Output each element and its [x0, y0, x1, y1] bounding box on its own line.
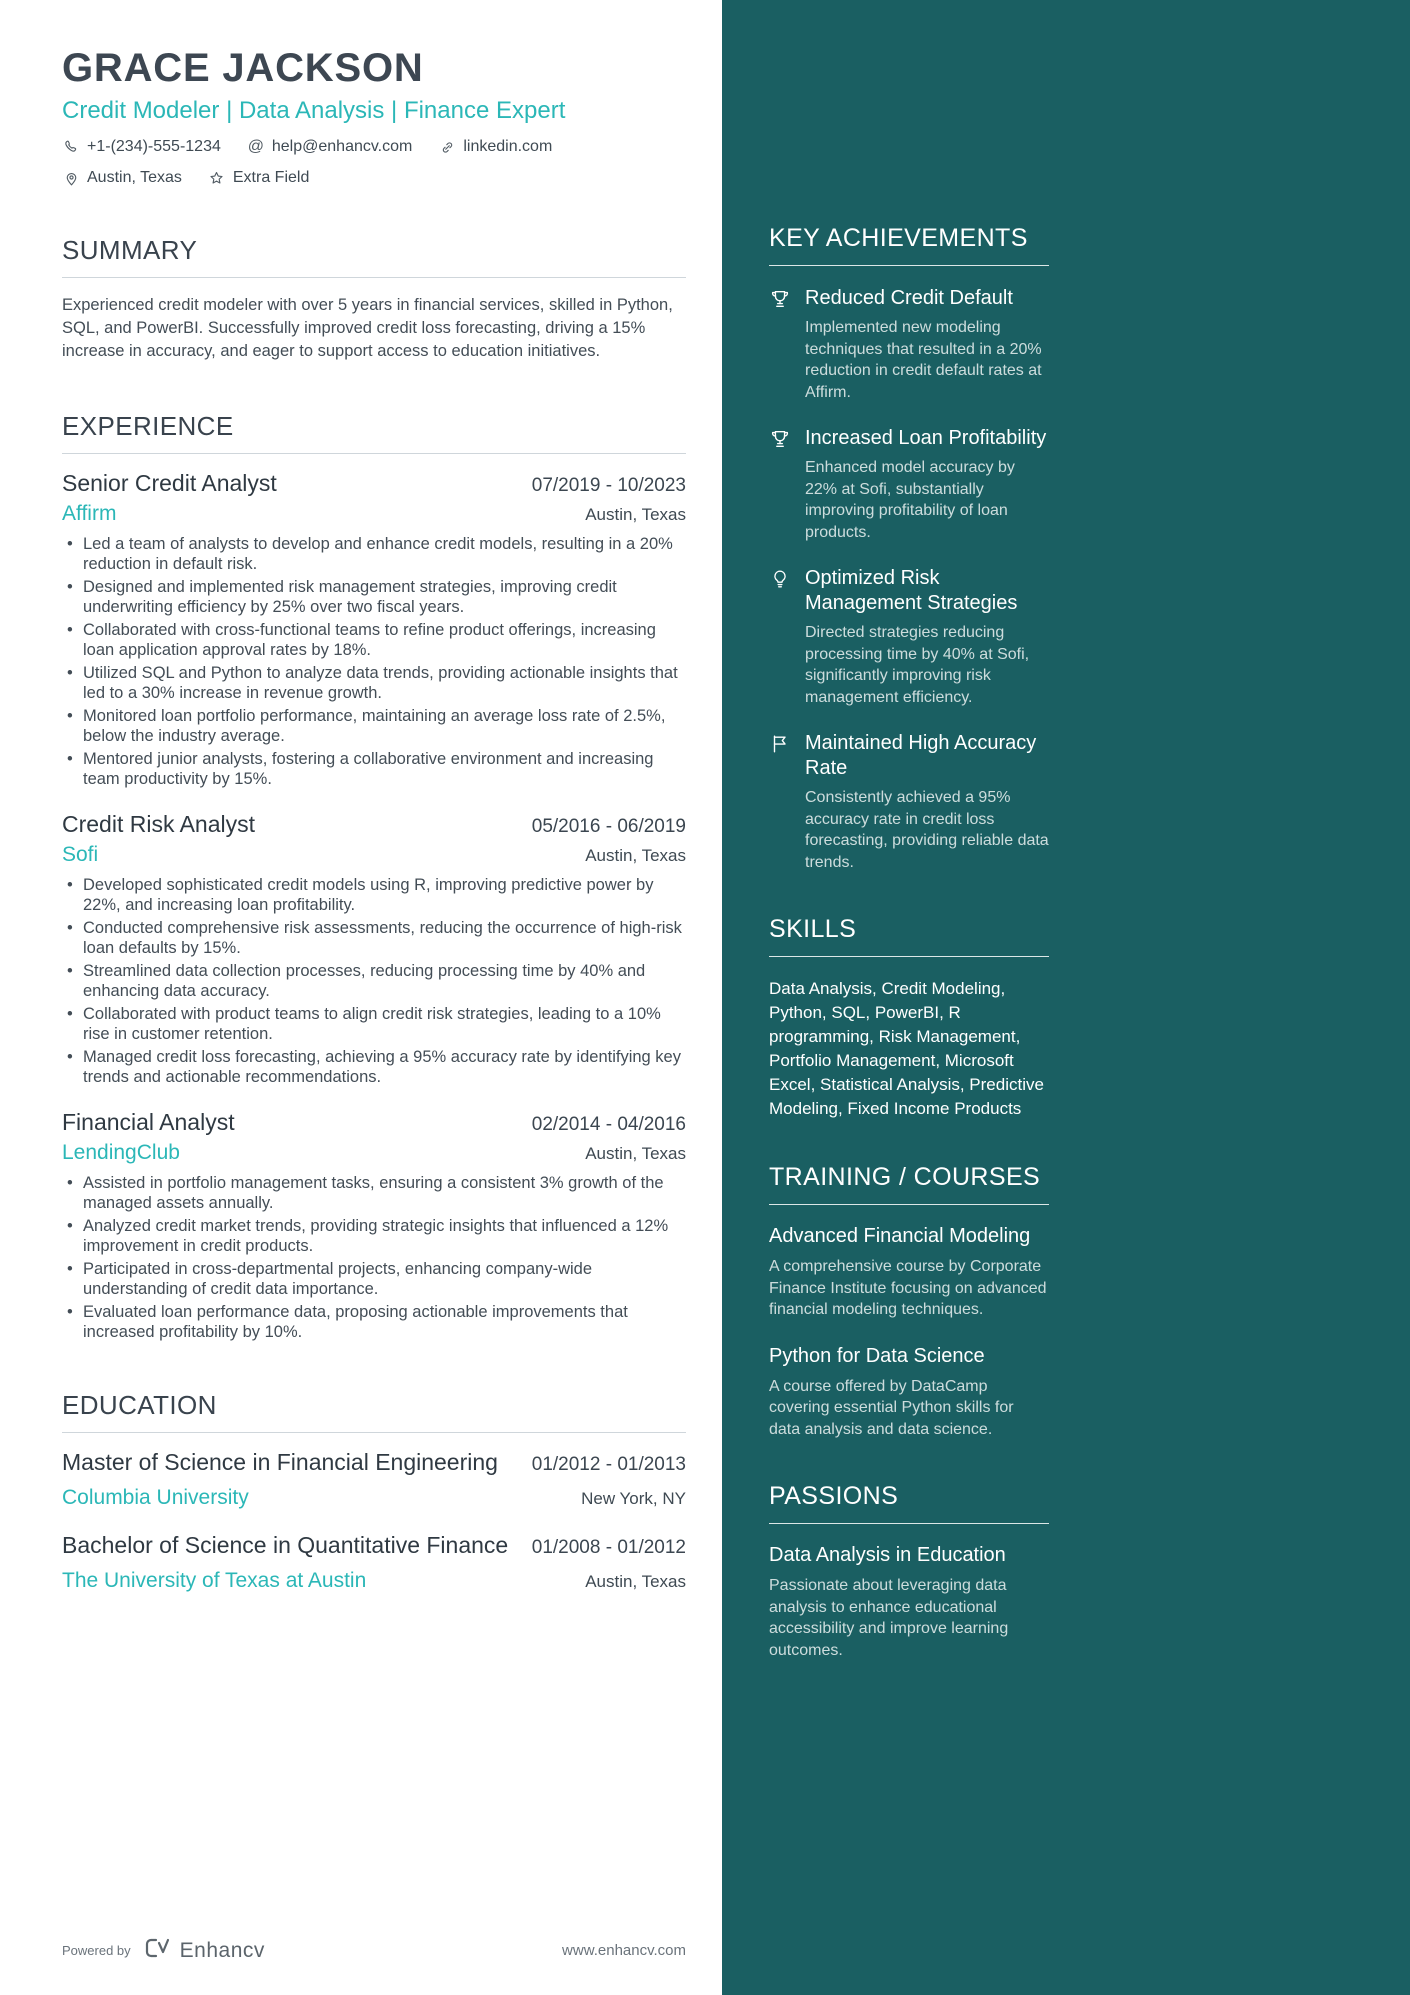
achievement-body: [805, 426, 1049, 543]
enhancv-brand-text: Enhancv: [179, 1938, 265, 1962]
education-heading: EDUCATION: [62, 1390, 686, 1433]
company-name: LendingClub: [62, 1141, 180, 1164]
phone-item: [62, 138, 221, 156]
achievement-item: [769, 426, 1049, 543]
location-item: [62, 169, 182, 187]
education-location: Austin, Texas: [585, 1572, 686, 1591]
passion-item: [769, 1544, 1049, 1661]
footer-branding: [62, 1938, 265, 1963]
degree-title: Bachelor of Science in Quantitative Finance: [62, 1532, 509, 1558]
bullet-item: • Conducted comprehensive risk assessments, reducing the occurrence of high-risk loan defaults by 15%.: [62, 919, 686, 958]
bullet-item: • Led a team of analysts to develop and enhance credit models, resulting in a 20% reduction in default risk.: [62, 535, 686, 574]
bullet-item: • Evaluated loan performance data, proposing actionable improvements that increased profitability by 10%.: [62, 1303, 686, 1342]
bullet-item: • Participated in cross-departmental projects, enhancing company-wide understanding of credit data importance.: [62, 1260, 686, 1299]
location-text: Austin, Texas: [87, 169, 182, 186]
achievement-item: [769, 286, 1049, 403]
extra-field-text: Extra Field: [232, 169, 310, 186]
job-title: Credit Risk Analyst: [62, 811, 256, 837]
course-title: Advanced Financial Modeling: [769, 1225, 1031, 1247]
job-dates: 07/2019 - 10/2023: [531, 475, 686, 496]
main-column: [0, 0, 686, 1593]
job-dates: 05/2016 - 06/2019: [531, 816, 686, 837]
achievement-body: [805, 566, 1049, 708]
course-text: A comprehensive course by Corporate Finance Institute focusing on advanced financial modeling techniques.: [769, 1258, 1047, 1318]
course-title: Python for Data Science: [769, 1344, 985, 1367]
achievement-title: Optimized Risk Management Strategies: [805, 567, 1018, 614]
candidate-title: Credit Modeler | Data Analysis | Finance Expert: [62, 97, 566, 124]
bullet-item: • Managed credit loss forecasting, achieving a 95% accuracy rate by identifying key trends and actionable recommendations.: [62, 1048, 686, 1087]
achievement-body: [805, 731, 1049, 873]
course-item: [769, 1225, 1049, 1321]
job-location: Austin, Texas: [585, 1144, 686, 1163]
training-section: [769, 1163, 1049, 1440]
education-dates: 01/2012 - 01/2013: [531, 1454, 686, 1475]
company-name: Affirm: [62, 502, 117, 525]
email-item[interactable]: [247, 138, 412, 156]
entry-sub: [62, 1481, 686, 1510]
job-title: Financial Analyst: [62, 1109, 235, 1135]
contact-row: [62, 169, 686, 187]
education-location: New York, NY: [581, 1489, 686, 1508]
trophy-icon: [769, 426, 793, 543]
achievement-body: [805, 286, 1049, 403]
achievement-item: [769, 566, 1049, 708]
school-name: Columbia University: [62, 1486, 249, 1509]
job-bullets: [62, 1174, 686, 1342]
education-entry: [62, 1532, 686, 1593]
key-achievements-section: [769, 224, 1049, 873]
school-name: The University of Texas at Austin: [62, 1569, 367, 1592]
link-item[interactable]: [438, 138, 552, 156]
bullet-item: • Analyzed credit market trends, providing strategic insights that influenced a 12% improvement in credit products.: [62, 1217, 686, 1256]
education-dates: 01/2008 - 01/2012: [531, 1537, 686, 1558]
achievement-text: Implemented new modeling techniques that resulted in a 20% reduction in credit default rates at Affirm.: [805, 319, 1042, 401]
experience-entry: [62, 811, 686, 1087]
email-address[interactable]: help@enhancv.com: [271, 138, 413, 155]
experience-entry: [62, 470, 686, 789]
location-pin-icon: [62, 169, 80, 187]
candidate-name: GRACE JACKSON: [62, 46, 424, 90]
job-dates: 02/2014 - 04/2016: [531, 1114, 686, 1135]
trophy-icon: [769, 286, 793, 403]
training-heading: TRAINING / COURSES: [769, 1163, 1049, 1205]
achievement-text: Directed strategies reducing processing time by 40% at Sofi, significantly improving risk management efficiency.: [805, 624, 1030, 706]
bulb-icon: [769, 566, 793, 708]
course-text: A course offered by DataCamp covering essential Python skills for data analysis and data science.: [769, 1377, 1014, 1438]
contact-row: [62, 138, 686, 156]
entry-head: [62, 811, 686, 838]
entry-sub: [62, 843, 686, 867]
bullet-item: • Streamlined data collection processes, reducing processing time by 40% and enhancing data accuracy.: [62, 962, 686, 1001]
bullet-item: • Monitored loan portfolio performance, maintaining an average loss rate of 2.5%, below the industry average.: [62, 707, 686, 746]
bullet-item: • Developed sophisticated credit models using R, improving predictive power by 22%, and increasing loan profitability.: [62, 876, 686, 915]
sidebar-content: [722, 0, 1049, 1661]
entry-head: [62, 1449, 686, 1476]
bullet-item: • Assisted in portfolio management tasks, ensuring a consistent 3% growth of the managed assets annually.: [62, 1174, 686, 1213]
job-title: Senior Credit Analyst: [62, 470, 277, 496]
entry-head: [62, 1109, 686, 1136]
achievement-title: Increased Loan Profitability: [805, 427, 1047, 449]
bullet-item: • Designed and implemented risk management strategies, improving credit underwriting efficiency by 25% over two fiscal years.: [62, 578, 686, 617]
job-bullets: [62, 876, 686, 1087]
phone-icon: [62, 138, 80, 156]
flag-icon: [769, 731, 793, 873]
experience-heading: EXPERIENCE: [62, 411, 686, 454]
sidebar: [722, 0, 1410, 1995]
entry-head: [62, 470, 686, 497]
bullet-item: • Collaborated with product teams to align credit risk strategies, leading to a 10% rise in customer retention.: [62, 1005, 686, 1044]
website-link[interactable]: www.enhancv.com: [562, 1942, 686, 1959]
experience-entry: [62, 1109, 686, 1342]
entry-sub: [62, 1564, 686, 1593]
powered-by-label: Powered by: [62, 1943, 131, 1958]
education-section: [62, 1390, 686, 1593]
job-bullets: [62, 535, 686, 789]
company-name: Sofi: [62, 843, 99, 866]
bullet-item: • Mentored junior analysts, fostering a collaborative environment and increasing team productivity by 15%.: [62, 750, 686, 789]
job-location: Austin, Texas: [585, 505, 686, 524]
passions-section: [769, 1482, 1049, 1661]
entry-sub: [62, 502, 686, 526]
summary-text: Experienced credit modeler with over 5 years in financial services, skilled in Python, SQL, and PowerBI. Successfully improved credit loss forecasting, driving a 15% increase in accuracy, and eager to support access to education initiatives.: [62, 296, 673, 360]
bullet-item: • Utilized SQL and Python to analyze data trends, providing actionable insights that led to a 30% increase in revenue growth.: [62, 664, 686, 703]
course-item: [769, 1345, 1049, 1441]
job-location: Austin, Texas: [585, 846, 686, 865]
enhancv-brand-link[interactable]: [145, 1938, 265, 1963]
entry-head: [62, 1532, 686, 1559]
education-entry: [62, 1449, 686, 1510]
passion-title: Data Analysis in Education: [769, 1544, 1006, 1566]
achievement-title: Reduced Credit Default: [805, 287, 1013, 309]
degree-title: Master of Science in Financial Engineering: [62, 1449, 498, 1475]
entry-sub: [62, 1141, 686, 1165]
link-text[interactable]: linkedin.com: [463, 138, 553, 155]
footer: [62, 1938, 686, 1963]
experience-section: [62, 411, 686, 1342]
passions-heading: PASSIONS: [769, 1482, 1049, 1524]
skills-list: Data Analysis, Credit Modeling, Python, SQL, PowerBI, R programming, Risk Management, Portfolio Management, Microsoft Excel, Statistical Analysis, Predictive Modeling, Fixed Income Products: [769, 979, 1044, 1118]
bullet-item: • Collaborated with cross-functional teams to refine product offerings, increasing loan application approval rates by 18%.: [62, 621, 686, 660]
achievement-text: Enhanced model accuracy by 22% at Sofi, substantially improving profitability of loan products.: [805, 459, 1015, 541]
skills-heading: SKILLS: [769, 915, 1049, 957]
link-icon: [438, 138, 456, 156]
achievement-title: Maintained High Accuracy Rate: [805, 732, 1037, 779]
extra-field-item: [208, 169, 309, 187]
email-icon: [247, 138, 265, 156]
star-icon: [208, 169, 226, 187]
skills-section: [769, 915, 1049, 1121]
passion-text: Passionate about leveraging data analysis to enhance educational accessibility and improve learning outcomes.: [769, 1577, 1009, 1659]
enhancv-logo-icon: [145, 1938, 172, 1963]
phone-number: +1-(234)-555-1234: [87, 138, 221, 155]
summary-heading: SUMMARY: [62, 235, 686, 278]
summary-section: [62, 235, 686, 363]
achievement-text: Consistently achieved a 95% accuracy rate in credit loss forecasting, providing reliable data trends.: [805, 789, 1049, 871]
achievement-item: [769, 731, 1049, 873]
key-achievements-heading: KEY ACHIEVEMENTS: [769, 224, 1049, 266]
